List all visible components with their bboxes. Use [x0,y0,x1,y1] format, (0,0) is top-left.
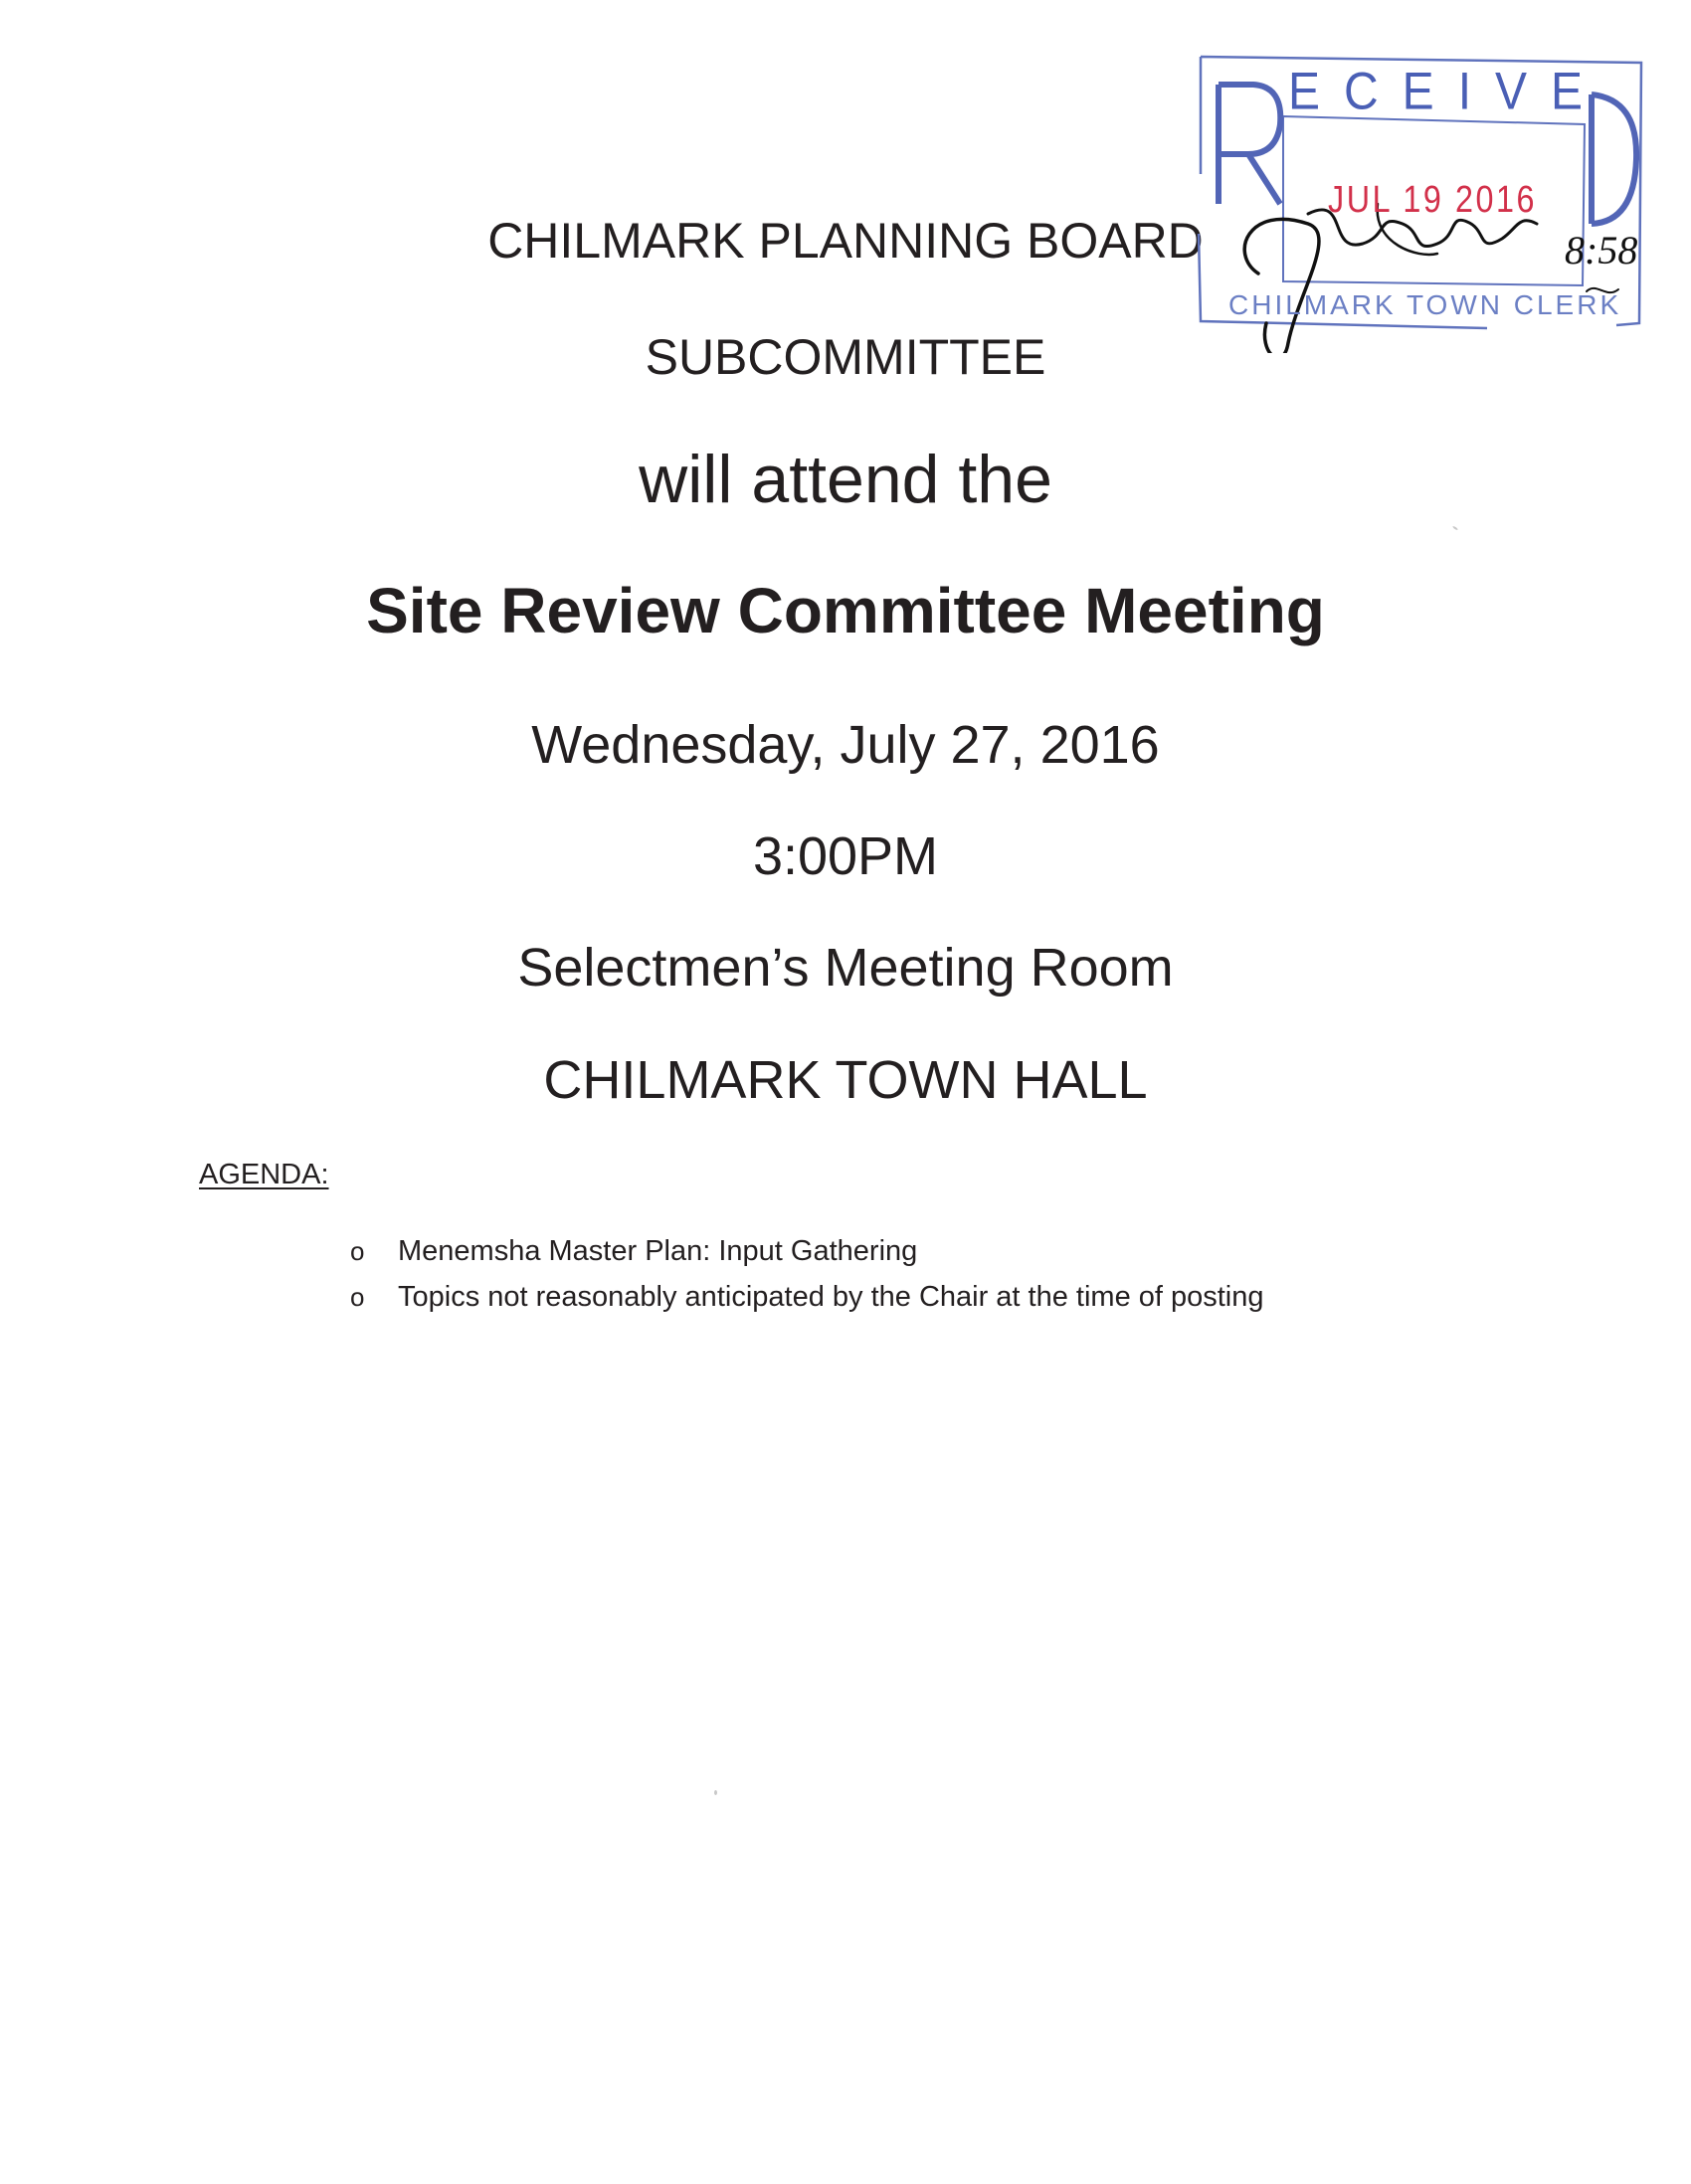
will-attend-text: will attend the [639,442,1052,517]
stamp-date: JUL 19 2016 [1328,179,1538,221]
stamp-received-word: ECEIVE [1288,63,1607,121]
subcommittee-title: SUBCOMMITTEE [645,329,1046,385]
received-stamp [1189,55,1646,353]
meeting-time: 3:00PM [752,826,939,886]
meeting-date: Wednesday, July 27, 2016 [531,715,1160,775]
agenda-heading: AGENDA: [199,1159,329,1190]
meeting-place: CHILMARK TOWN HALL [543,1050,1148,1110]
stamp-clerk: CHILMARK TOWN CLERK [1228,289,1622,320]
bullet-circle-icon: o [350,1282,365,1312]
meeting-room: Selectmen’s Meeting Room [517,938,1174,998]
agenda-item-text: Topics not reasonably anticipated by the Chair at the time of posting [398,1281,1264,1313]
meeting-name: Site Review Committee Meeting [366,575,1325,646]
agenda-item-text: Menemsha Master Plan: Input Gathering [398,1235,918,1267]
bullet-circle-icon: o [350,1236,365,1266]
scan-speck [1452,525,1458,530]
signature-time: 8:58 [1565,228,1638,273]
scan-speck [714,1790,717,1795]
board-title: CHILMARK PLANNING BOARD [487,213,1204,269]
